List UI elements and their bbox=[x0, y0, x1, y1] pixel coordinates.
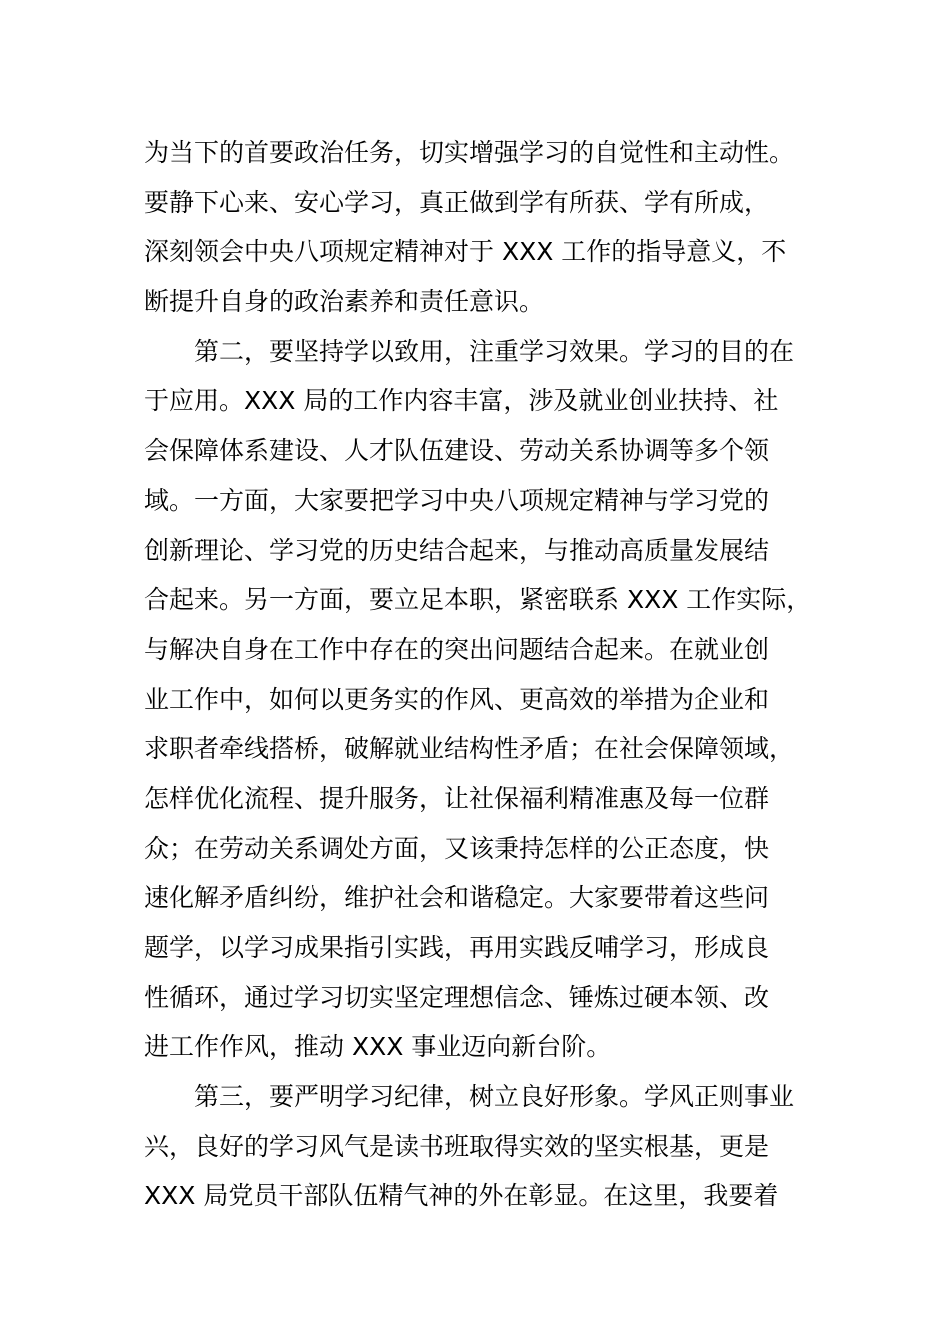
text-line: 与解决自身在工作中存在的突出问题结合起来。在就业创 bbox=[144, 634, 770, 664]
text-line: 域。一方面，大家要把学习中央八项规定精神与学习党的 bbox=[144, 485, 770, 515]
text-line: 合起来。另一方面，要立足本职，紧密联系 XXX 工作实际， bbox=[144, 585, 812, 615]
text-line: 为当下的首要政治任务，切实增强学习的自觉性和主动性。 bbox=[144, 138, 795, 167]
text-line: 创新理论、学习党的历史结合起来，与推动高质量发展结 bbox=[144, 535, 770, 565]
text-line: 兴，良好的学习风气是读书班取得实效的坚实根基，更是 bbox=[144, 1131, 770, 1161]
text-line: XXX 局党员干部队伍精气神的外在彰显。在这里，我要着 bbox=[144, 1181, 779, 1211]
text-line: 怎样优化流程、提升服务，让社保福利精准惠及每一位群 bbox=[144, 783, 770, 813]
paragraph-start-line: 第三，要严明学习纪律，树立良好形象。学风正则事业 bbox=[144, 1082, 795, 1112]
text-line: 性循环，通过学习切实坚定理想信念、锤炼过硬本领、改 bbox=[144, 982, 770, 1012]
text-line: 众；在劳动关系调处方面，又该秉持怎样的公正态度，快 bbox=[144, 833, 770, 863]
text-line: 题学，以学习成果指引实践，再用实践反哺学习，形成良 bbox=[144, 933, 770, 962]
text-line: 要静下心来、安心学习，真正做到学有所获、学有所成， bbox=[144, 187, 770, 217]
text-line: 速化解矛盾纠纷，维护社会和谐稳定。大家要带着这些问 bbox=[144, 883, 770, 913]
text-line: 业工作中，如何以更务实的作风、更高效的举措为企业和 bbox=[144, 684, 770, 714]
text-line: 断提升自身的政治素养和责任意识。 bbox=[144, 287, 545, 317]
text-line: 求职者牵线搭桥，破解就业结构性矛盾；在社会保障领域， bbox=[144, 734, 795, 764]
text-line: 深刻领会中央八项规定精神对于 XXX 工作的指导意义，不 bbox=[144, 237, 787, 267]
paragraph-start-line: 第二，要坚持学以致用，注重学习效果。学习的目的在 bbox=[144, 336, 795, 366]
text-line: 进工作作风，推动 XXX 事业迈向新台阶。 bbox=[144, 1032, 612, 1062]
text-line: 于应用。XXX 局的工作内容丰富，涉及就业创业扶持、社 bbox=[144, 386, 779, 416]
text-line: 会保障体系建设、人才队伍建设、劳动关系协调等多个领 bbox=[144, 436, 770, 466]
body-text bbox=[144, 128, 844, 1221]
